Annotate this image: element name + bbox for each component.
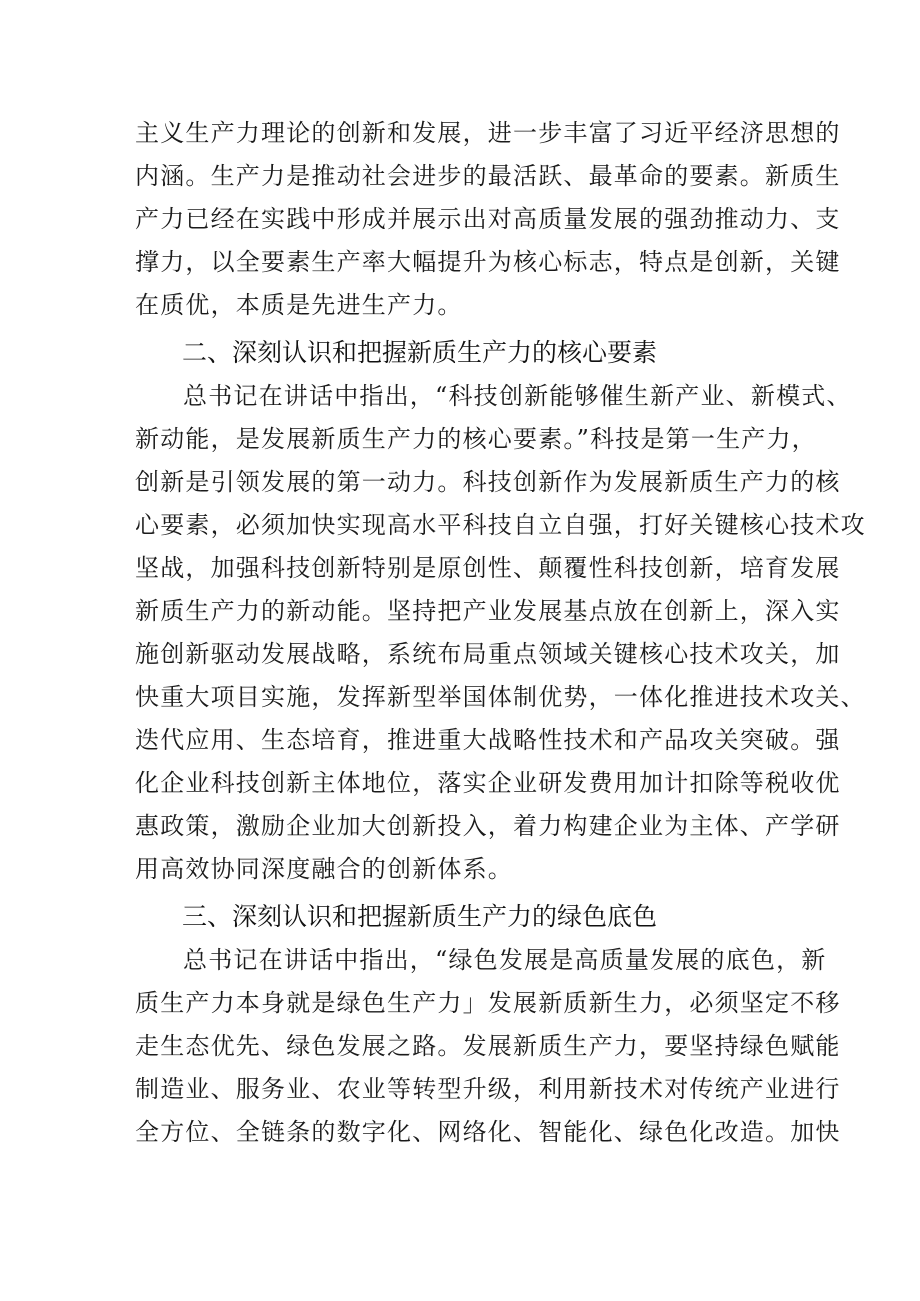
paragraph-line: 新动能，是发展新质生产力的核心要素。”科技是第一生产力， (135, 425, 817, 453)
paragraph-line: 新质生产力的新动能。坚持把产业发展基点放在创新上，深入实 (135, 597, 841, 625)
paragraph-line: 用高效协同深度融合的创新体系。 (135, 855, 513, 883)
paragraph-line: 主义生产力理论的创新和发展，进一步丰富了习近平经济思想的 (135, 119, 841, 147)
section-heading: 二、深刻认识和把握新质生产力的核心要素 (182, 338, 658, 367)
paragraph-line: 总书记在讲话中指出，“科技创新能够催生新产业、新模式、 (183, 382, 852, 410)
paragraph-line: 创新是引领发展的第一动力。科技创新作为发展新质生产力的核 (135, 468, 841, 496)
paragraph-line: 总书记在讲话中指出，“绿色发展是高质量发展的底色，新 (183, 946, 827, 974)
paragraph-line: 迭代应用、生态培育，推进重大战略性技术和产品攻关突破。强 (135, 726, 841, 754)
paragraph-line: 化企业科技创新主体地位，落实企业研发费用加计扣除等税收优 (135, 769, 841, 797)
paragraph-line: 快重大项目实施，发挥新型举国体制优势，一体化推进技术攻关、 (135, 683, 866, 711)
paragraph-line: 撑力，以全要素生产率大幅提升为核心标志，特点是创新，关键 (135, 248, 841, 276)
paragraph-line: 全方位、全链条的数字化、网络化、智能化、绿色化改造。加快 (135, 1118, 841, 1146)
paragraph-line: 质生产力本身就是绿色生产力」发展新质新生力，必须坚定不移 (135, 989, 841, 1017)
paragraph-line: 内涵。生产力是推动社会进步的最活跃、最革命的要素。新质生 (135, 162, 841, 190)
paragraph-line: 惠政策，激励企业加大创新投入，着力构建企业为主体、产学研 (135, 812, 841, 840)
paragraph-line: 坚战，加强科技创新特别是原创性、颠覆性科技创新，培育发展 (135, 554, 841, 582)
paragraph-line: 在质优，本质是先进生产力。 (135, 291, 463, 319)
paragraph-line: 走生态优先、绿色发展之路。发展新质生产力，要坚持绿色赋能 (135, 1032, 841, 1060)
paragraph-line: 制造业、服务业、农业等转型升级，利用新技术对传统产业进行 (135, 1075, 841, 1103)
section-heading: 三、深刻认识和把握新质生产力的绿色底色 (182, 902, 658, 931)
paragraph-line: 施创新驱动发展战略，系统布局重点领域关键核心技术攻关，加 (135, 640, 841, 668)
paragraph-line: 心要素，必须加快实现高水平科技自立自强，打好关键核心技术攻 (135, 511, 866, 539)
paragraph-line: 产力已经在实践中形成并展示出对高质量发展的强劲推动力、支 (135, 205, 841, 233)
